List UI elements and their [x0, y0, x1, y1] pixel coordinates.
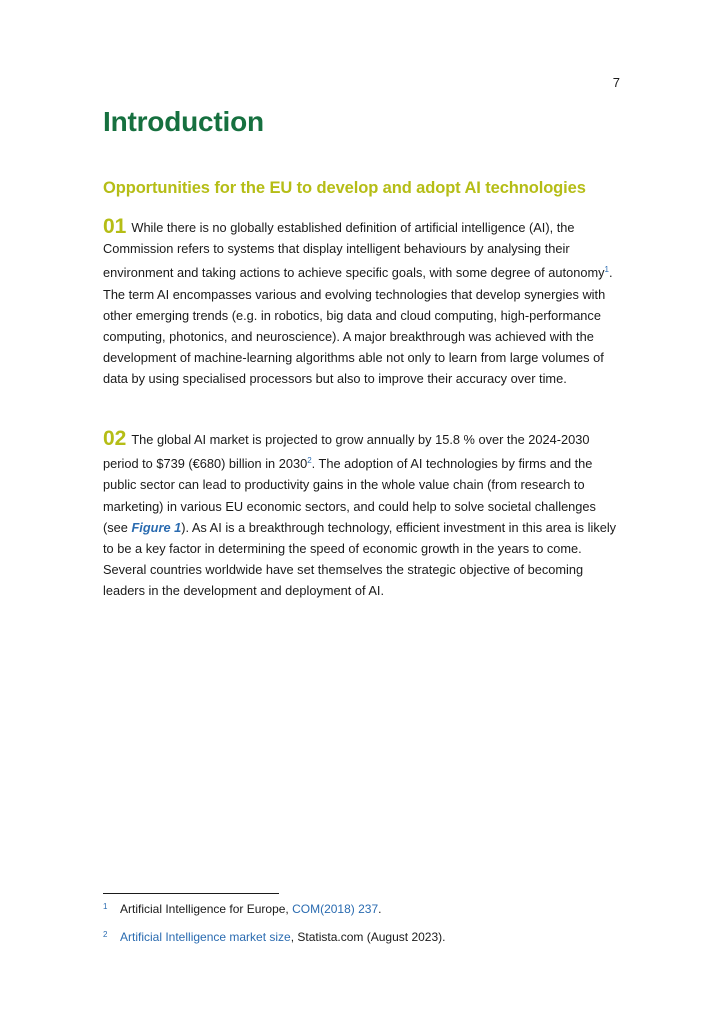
footnote-number: 1	[103, 902, 108, 911]
footnote-ref-2[interactable]: 2	[307, 456, 312, 466]
paragraph-02	[103, 428, 623, 602]
page-title: Introduction	[103, 106, 264, 137]
footnote-link[interactable]: Artificial Intelligence market size	[120, 930, 291, 944]
paragraph-text: The global AI market is projected to grow annually by 15.8 % over the 2024-2030 period to $739 (€680) billion in 2030	[103, 432, 590, 472]
paragraph-text: . The term AI encompasses various and evolving technologies that develop synergies with other emerging trends (e.g. in robotics, big data and cloud computing, high-performance computing, photonics, and neuroscience). A major breakthrough was achieved with the development of machine-learning algorithms able not only to learn from large volumes of data by using specialised processors but also to improve their accuracy over time.	[103, 265, 613, 387]
page-number: 7	[612, 75, 620, 90]
paragraph-text: . The adoption of AI technologies by firms and the public sector can lead to productivity gains in the whole value chain (from research to marketing) in various EU economic sectors, and could help to solve societal challenges (see	[103, 456, 596, 535]
footnote-ref-1[interactable]: 1	[604, 265, 609, 275]
footnote-text: , Statista.com (August 2023).	[290, 930, 446, 944]
paragraph-text: ). As AI is a breakthrough technology, efficient investment in this area is likely to be a key factor in determining the speed of economic growth in the years to come. Several countries worldwide have set themselves the strategic objective of becoming leaders in the development and deployment of AI.	[103, 519, 617, 599]
footnote-1	[103, 902, 381, 916]
section-heading: Opportunities for the EU to develop and adopt AI technologies	[103, 179, 586, 197]
paragraph-number: 02	[103, 427, 127, 450]
footnote-2	[103, 930, 445, 944]
paragraph-number: 01	[103, 215, 127, 238]
paragraph-text: While there is no globally established definition of artificial intelligence (AI), the Commission refers to systems that display intelligent behaviours by analysing their environment and taking actions to achieve specific goals, with some degree of autonomy	[103, 220, 605, 281]
figure-link[interactable]: Figure 1	[131, 519, 182, 535]
footnote-divider	[103, 893, 279, 894]
paragraph-01	[103, 216, 623, 390]
footnote-number: 2	[103, 930, 108, 939]
footnote-suffix: .	[378, 902, 382, 916]
footnote-text: Artificial Intelligence for Europe,	[120, 902, 293, 916]
footnote-link[interactable]: COM(2018) 237	[292, 902, 379, 916]
